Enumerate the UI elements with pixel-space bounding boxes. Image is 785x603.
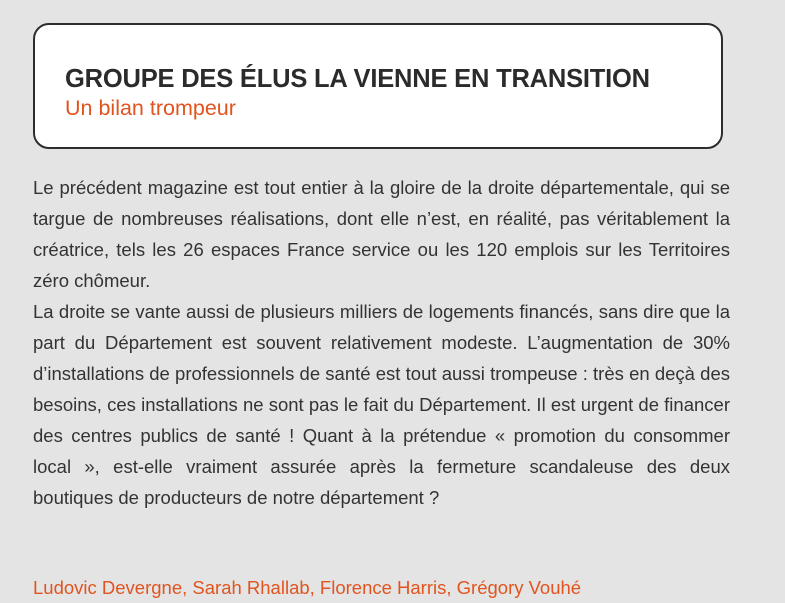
group-title: GROUPE DES ÉLUS LA VIENNE EN TRANSITION xyxy=(65,65,650,93)
header-box xyxy=(33,23,723,149)
article-body xyxy=(33,172,730,513)
paragraph: La droite se vante aussi de plusieurs milliers de logements financés, sans dire que la part du Département est souvent relativement modeste. L’augmentation de 30% d’installations de professionnels de santé est tout aussi trompeuse : très en deçà des besoins, ces installations ne sont pas le fait du Département. Il est urgent de financer des centres publics de santé ! Quant à la prétendue « promotion du consommer local », est-elle vraiment assurée après la fermeture scandaleuse des deux boutiques de producteurs de notre département ? xyxy=(33,301,730,508)
paragraph: Le précédent magazine est tout entier à la gloire de la droite départementale, qui se targue de nombreuses réalisations, dont elle n’est, en réalité, pas véritablement la créatrice, tels les 26 espaces France service ou les 120 emplois sur les Territoires zéro chômeur. xyxy=(33,177,730,291)
authors-signature: Ludovic Devergne, Sarah Rhallab, Florence Harris, Grégory Vouhé xyxy=(33,577,582,598)
article-subtitle: Un bilan trompeur xyxy=(65,96,236,120)
